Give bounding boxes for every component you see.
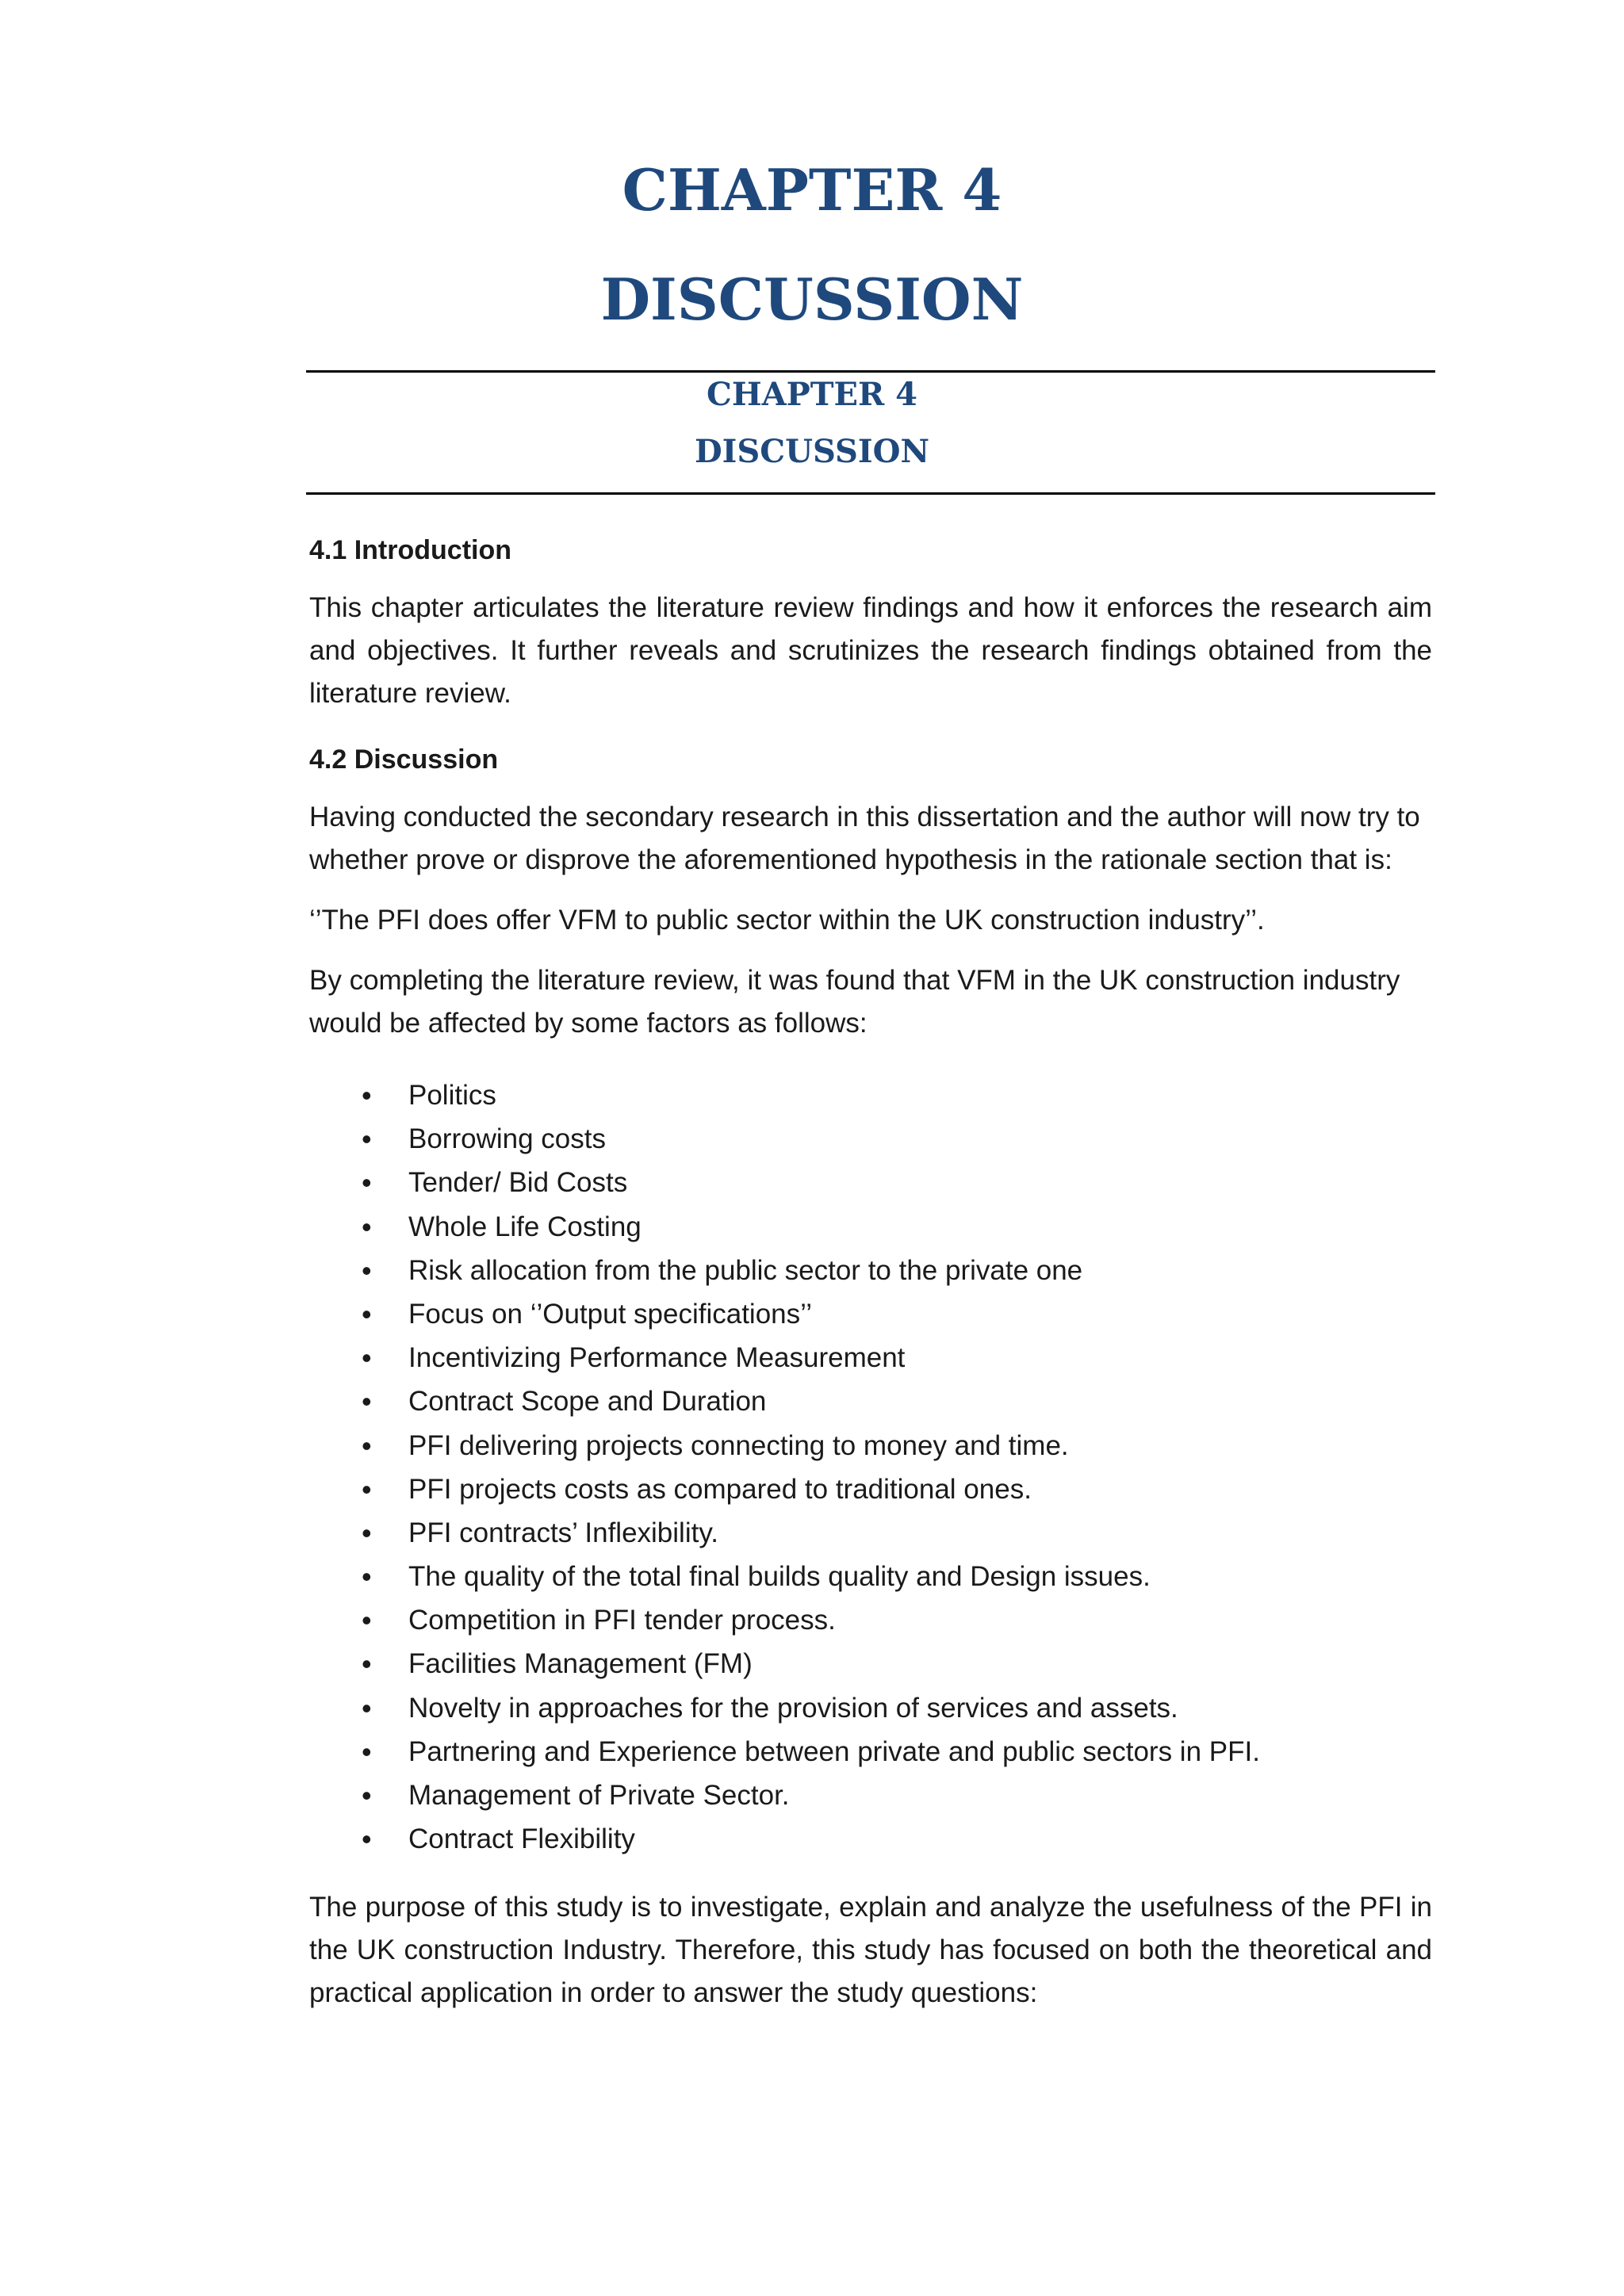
bullet-icon: • xyxy=(362,1385,372,1418)
list-item xyxy=(309,1205,1432,1249)
bullet-icon: • xyxy=(362,1253,372,1287)
chapter-number-heading: CHAPTER 4 xyxy=(622,156,1002,224)
list-item xyxy=(309,1817,1432,1861)
list-item-text: Politics xyxy=(408,1080,496,1111)
list-item xyxy=(309,1686,1432,1730)
introduction-paragraph: This chapter articulates the literature review findings and how it enforces the research aim and objectives. It further reveals and scrutinizes the research findings obtained from the literature review. xyxy=(309,592,1432,709)
bottom-divider xyxy=(306,492,1435,495)
bullet-icon: • xyxy=(362,1735,372,1768)
bullet-icon: • xyxy=(362,1691,372,1724)
list-item xyxy=(309,1598,1432,1642)
list-item-text: Facilities Management (FM) xyxy=(408,1648,753,1680)
list-item xyxy=(309,1555,1432,1598)
list-item xyxy=(309,1117,1432,1161)
list-item-text: Borrowing costs xyxy=(408,1123,606,1155)
list-item-text: Incentivizing Performance Measurement xyxy=(408,1342,906,1374)
list-item xyxy=(309,1642,1432,1686)
factors-intro-paragraph: By completing the literature review, it was found that VFM in the UK construction industry would be affected by some factors as follows: xyxy=(309,965,1400,1039)
list-item-text: Partnering and Experience between private and public sectors in PFI. xyxy=(408,1735,1260,1767)
bullet-icon: • xyxy=(362,1297,372,1330)
list-item-text: Management of Private Sector. xyxy=(408,1780,790,1811)
list-item-text: Tender/ Bid Costs xyxy=(408,1167,628,1199)
bullet-icon: • xyxy=(362,1210,372,1243)
list-item-text: Novelty in approaches for the provision of services and assets. xyxy=(408,1692,1178,1724)
list-item xyxy=(309,1249,1432,1292)
list-item xyxy=(309,1292,1432,1336)
list-item xyxy=(309,1336,1432,1380)
bullet-icon: • xyxy=(362,1341,372,1375)
list-item xyxy=(309,1468,1432,1511)
list-item-text: The quality of the total final builds quality and Design issues. xyxy=(408,1561,1151,1593)
bullet-icon: • xyxy=(362,1560,372,1594)
list-item-text: PFI contracts’ Inflexibility. xyxy=(408,1517,718,1548)
bullet-icon: • xyxy=(362,1823,372,1856)
list-item-text: Focus on ‘’Output specifications’’ xyxy=(408,1298,813,1330)
bullet-icon: • xyxy=(362,1079,372,1112)
factors-list xyxy=(309,1073,1432,1861)
discussion-paragraph: Having conducted the secondary research in this dissertation and the author will now try to whether prove or disprove the aforementioned hypothesis in the rationale section that is: xyxy=(309,802,1420,875)
list-item xyxy=(309,1161,1432,1204)
list-item-text: Competition in PFI tender process. xyxy=(408,1605,836,1636)
list-item xyxy=(309,1380,1432,1423)
purpose-paragraph: The purpose of this study is to investigate, explain and analyze the usefulness of the PFI in the UK construction Industry. Therefore, this study has focused on both the theoretical and practical application in order to answer the study questions: xyxy=(309,1892,1432,2009)
top-divider xyxy=(306,370,1435,373)
list-item xyxy=(309,1424,1432,1468)
list-item xyxy=(309,1730,1432,1774)
bullet-icon: • xyxy=(362,1779,372,1812)
bullet-icon: • xyxy=(362,1604,372,1637)
chapter-title-subheading: DISCUSSION xyxy=(694,433,929,470)
bullet-icon: • xyxy=(362,1472,372,1506)
bullet-icon: • xyxy=(362,1166,372,1200)
list-item xyxy=(309,1511,1432,1555)
list-item-text: PFI projects costs as compared to traditional ones. xyxy=(408,1473,1032,1505)
list-item-text: Contract Scope and Duration xyxy=(408,1386,767,1418)
list-item-text: Contract Flexibility xyxy=(408,1823,635,1855)
bullet-icon: • xyxy=(362,1123,372,1156)
list-item-text: PFI delivering projects connecting to money and time. xyxy=(408,1429,1069,1461)
hypothesis-statement: ‘’The PFI does offer VFM to public sector within the UK construction industry’’. xyxy=(309,905,1265,936)
chapter-number-subheading: CHAPTER 4 xyxy=(707,376,917,413)
section-heading-introduction: 4.1 Introduction xyxy=(309,535,511,565)
list-item xyxy=(309,1073,1432,1117)
list-item-text: Whole Life Costing xyxy=(408,1211,642,1242)
bullet-icon: • xyxy=(362,1429,372,1462)
chapter-title-heading: DISCUSSION xyxy=(600,266,1024,333)
bullet-icon: • xyxy=(362,1516,372,1549)
bullet-icon: • xyxy=(362,1647,372,1681)
body-content xyxy=(309,531,1432,2015)
list-item-text: Risk allocation from the public sector to the private one xyxy=(408,1254,1083,1286)
list-item xyxy=(309,1774,1432,1817)
section-heading-discussion: 4.2 Discussion xyxy=(309,744,499,775)
